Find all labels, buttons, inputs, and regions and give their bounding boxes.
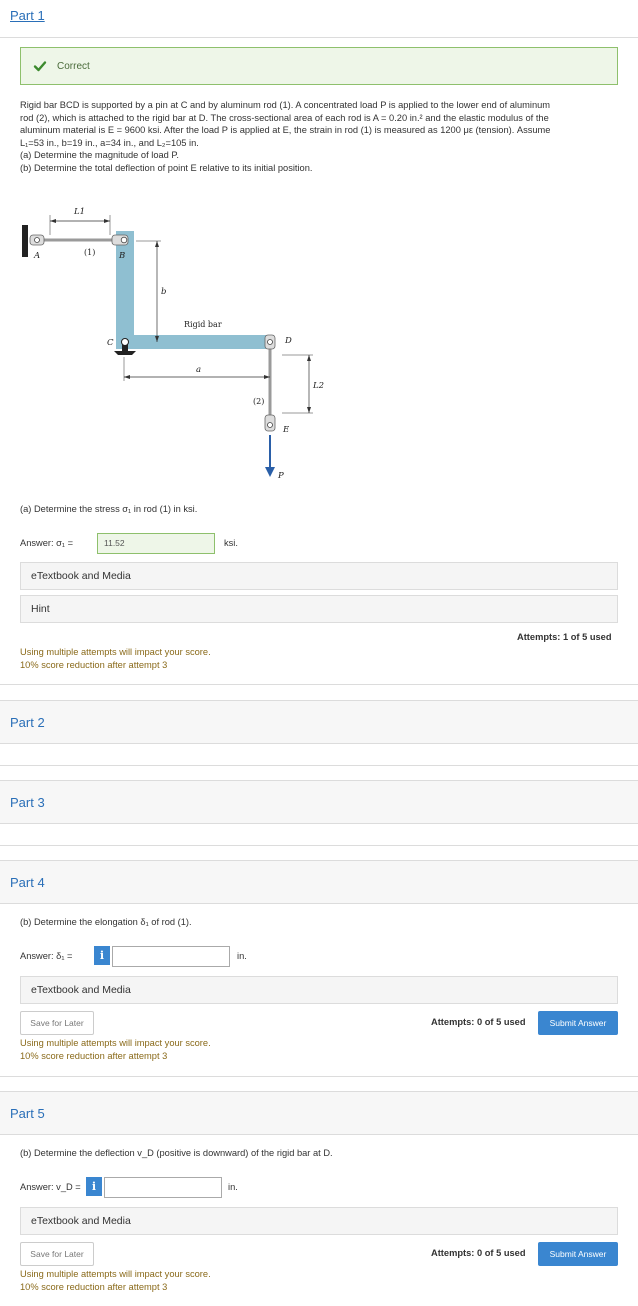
divider [0, 765, 638, 766]
label-d-point: D [285, 336, 292, 346]
label-b-dim: b [161, 287, 167, 297]
attempts-count: Attempts: 0 of 5 used [431, 1248, 526, 1258]
part-4-label: Part 4 [10, 875, 45, 890]
part-5-label: Part 5 [10, 1106, 45, 1121]
wall-support [22, 225, 28, 257]
divider [0, 845, 638, 846]
label-p: P [278, 471, 284, 481]
submit-answer-button[interactable]: Submit Answer [538, 1011, 618, 1035]
part-4-header[interactable] [0, 860, 638, 904]
warning-line: Using multiple attempts will impact your score. [20, 1269, 211, 1279]
attempt-warning [20, 1268, 211, 1294]
part-2-label: Part 2 [10, 715, 45, 730]
problem-line: Rigid bar BCD is supported by a pin at C and by aluminum rod (1). A concentrated load P is applied to the lower end of aluminum [20, 100, 551, 110]
save-for-later-button[interactable]: Save for Later [20, 1011, 94, 1035]
problem-line: (b) Determine the total deflection of point E relative to its initial position. [20, 162, 313, 173]
warning-line: Using multiple attempts will impact your score. [20, 647, 211, 657]
info-icon[interactable]: i [94, 946, 110, 965]
label-b-point: B [119, 251, 126, 261]
rigid-bar-horizontal [116, 335, 274, 349]
part-3-label: Part 3 [10, 795, 45, 810]
check-icon [33, 59, 47, 73]
part-5-header[interactable] [0, 1091, 638, 1135]
attempt-warning [20, 646, 211, 672]
part-1-unit: ksi. [224, 538, 238, 548]
correct-label: Correct [57, 61, 90, 72]
rigid-bar-diagram [20, 195, 350, 490]
attempt-warning [20, 1037, 211, 1063]
label-c-point: C [107, 338, 114, 348]
label-rigid-bar: Rigid bar [184, 320, 222, 329]
warning-line: 10% score reduction after attempt 3 [20, 1051, 168, 1061]
correct-banner [20, 47, 618, 85]
label-a-point: A [34, 251, 41, 261]
problem-line: L₁=53 in., b=19 in., a=34 in., and L₂=105 in. [20, 137, 199, 148]
info-icon[interactable]: i [86, 1177, 102, 1196]
problem-line: rod (2), which is attached to the rigid bar at D. The cross-sectional area of each rod is A = 0.20 in.² and the elastic modulus of the [20, 112, 549, 123]
warning-line: Using multiple attempts will impact your score. [20, 1038, 211, 1048]
part-4-answer-label: Answer: δ₁ = [20, 951, 73, 961]
part-1-question: (a) Determine the stress σ₁ in rod (1) in ksi. [20, 504, 198, 514]
part-1-answer-label: Answer: σ₁ = [20, 538, 74, 548]
etextbook-media-button[interactable]: eTextbook and Media [20, 976, 618, 1004]
attempts-count: Attempts: 0 of 5 used [431, 1017, 526, 1027]
label-e-point: E [283, 425, 290, 435]
warning-line: 10% score reduction after attempt 3 [20, 660, 168, 670]
label-rod-2: (2) [253, 397, 265, 406]
label-l1: L1 [74, 207, 86, 217]
save-for-later-button[interactable]: Save for Later [20, 1242, 94, 1266]
part-3-header[interactable] [0, 780, 638, 824]
divider [0, 37, 638, 38]
problem-line: aluminum material is E = 9600 ksi. After the load P is applied at E, the strain in rod (1) is measured as 1200 με (tension). Assume [20, 125, 551, 136]
part-5-answer-field[interactable] [104, 1177, 222, 1198]
problem-statement [20, 99, 618, 175]
divider [0, 1076, 638, 1077]
part-4-question: (b) Determine the elongation δ₁ of rod (1). [20, 917, 192, 927]
part-5-question: (b) Determine the deflection v_D (positive is downward) of the rigid bar at D. [20, 1148, 333, 1158]
problem-line: (a) Determine the magnitude of load P. [20, 150, 180, 161]
rigid-bar-vertical [116, 231, 134, 349]
etextbook-media-button[interactable]: eTextbook and Media [20, 562, 618, 590]
part-1-answer-field[interactable]: 11.52 [97, 533, 215, 554]
part-5-unit: in. [228, 1182, 238, 1192]
divider [0, 684, 638, 685]
label-rod-1: (1) [84, 248, 96, 257]
attempts-count: Attempts: 1 of 5 used [517, 632, 612, 642]
part-4-unit: in. [237, 951, 247, 961]
part-5-answer-label: Answer: v_D = [20, 1182, 81, 1192]
label-a-dim: a [196, 365, 202, 375]
submit-answer-button[interactable]: Submit Answer [538, 1242, 618, 1266]
warning-line: 10% score reduction after attempt 3 [20, 1282, 168, 1292]
part-4-answer-field[interactable] [112, 946, 230, 967]
part-2-header[interactable] [0, 700, 638, 744]
etextbook-media-button[interactable]: eTextbook and Media [20, 1207, 618, 1235]
label-l2: L2 [313, 381, 325, 391]
part-1-link[interactable]: Part 1 [10, 8, 45, 23]
hint-button[interactable]: Hint [20, 595, 618, 623]
